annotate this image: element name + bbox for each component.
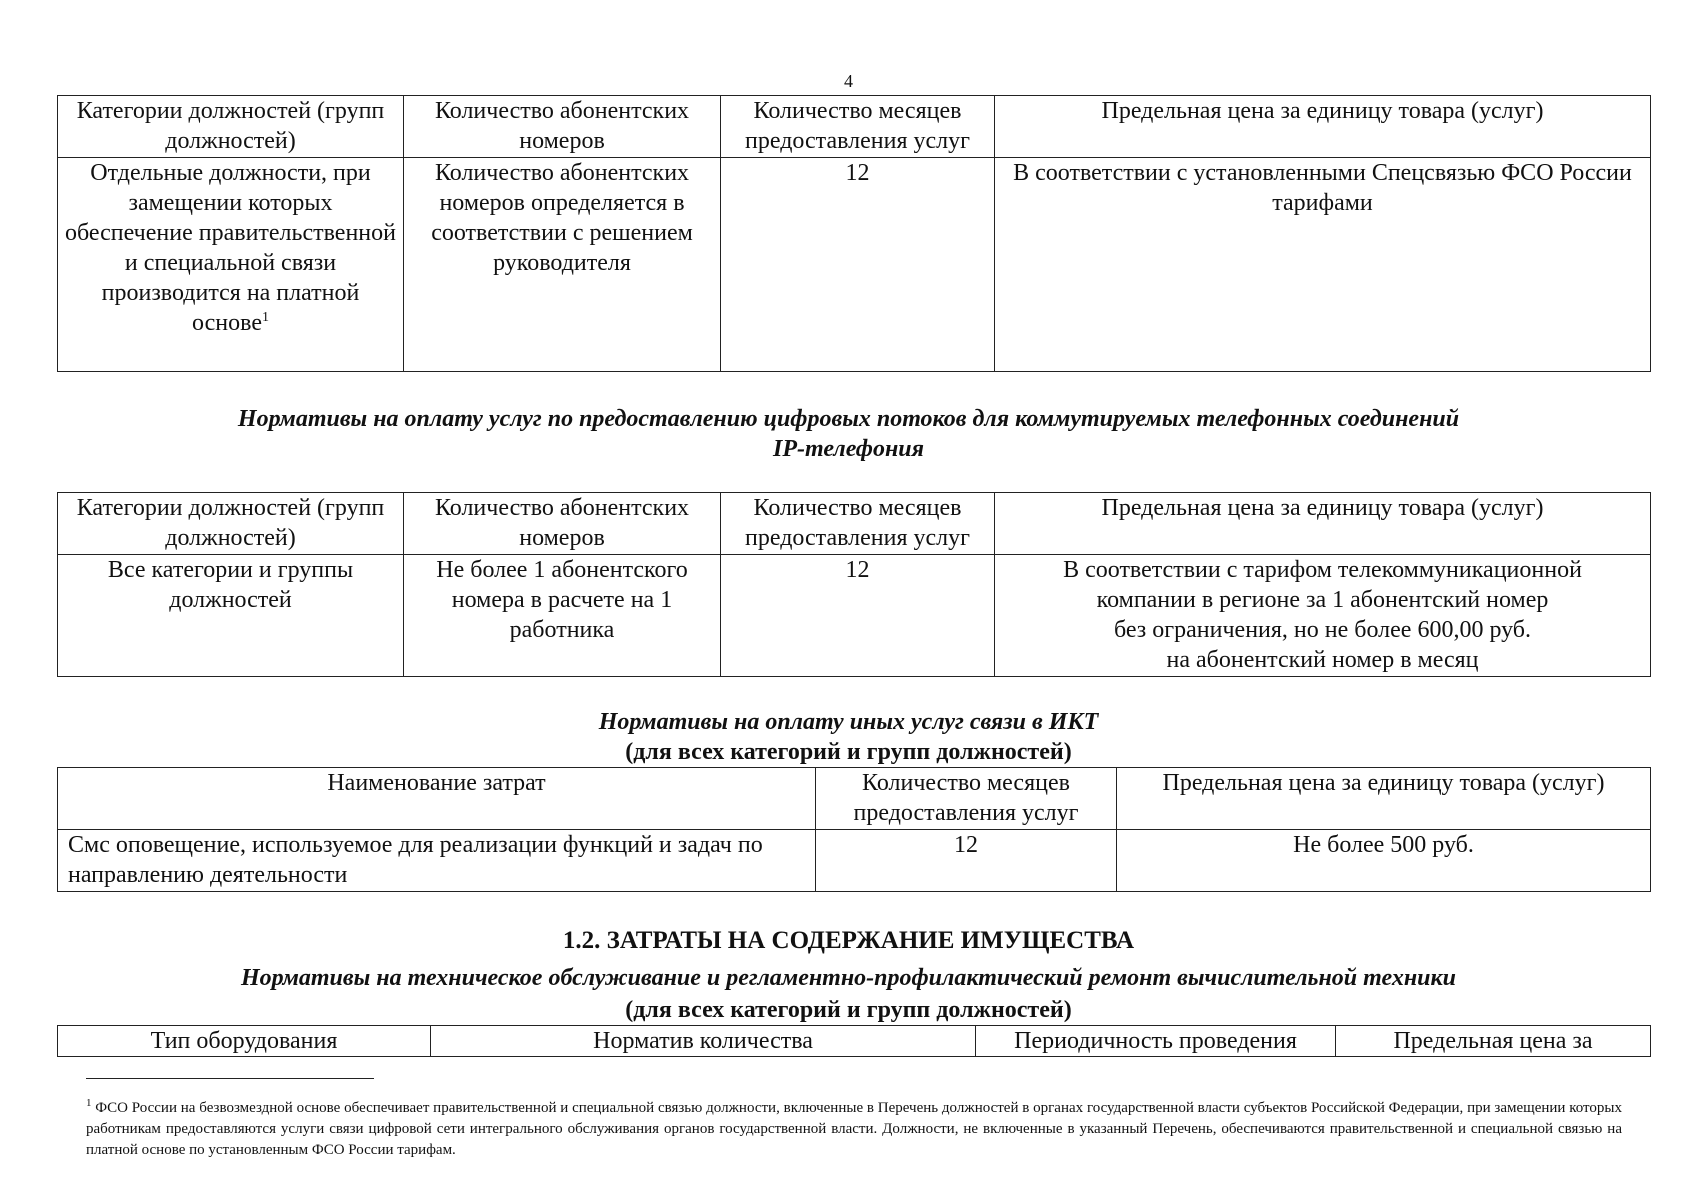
footnote-reference: 1 <box>261 310 269 325</box>
cell-price: В соответствии с установленными Спецсвязью ФСО России тарифами <box>995 158 1651 372</box>
table-header-row <box>58 768 1651 830</box>
header-quantity-norm: Норматив количества <box>431 1026 976 1057</box>
cell-category: Все категории и группы должностей <box>58 555 404 677</box>
table-ip-telephony <box>57 492 1651 677</box>
section-heading-ip-telephony: Нормативы на оплату услуг по предоставлению цифровых потоков для коммутируемых телефонных соединений <box>237 406 1460 432</box>
cell-category-text: Отдельные должности, при замещении которых обеспечение правительственной и специальной связи производится на платной основе <box>64 160 396 336</box>
header-position-categories: Категории должностей (групп должностей) <box>58 96 404 158</box>
cell-price-line: В соответствии с тарифом телекоммуникационной <box>1063 557 1582 583</box>
cell-months: 12 <box>721 158 995 372</box>
cell-price <box>995 555 1651 677</box>
footnote-separator <box>86 1078 374 1079</box>
table-other-ict-services <box>57 767 1651 892</box>
header-expense-name: Наименование затрат <box>58 768 816 830</box>
section-subheading-all-categories: (для всех категорий и групп должностей) <box>625 739 1072 765</box>
header-service-months: Количество месяцев предоставления услуг <box>816 768 1117 830</box>
header-equipment-type: Тип оборудования <box>58 1026 431 1057</box>
page-number: 4 <box>844 71 853 91</box>
cell-category <box>58 158 404 372</box>
table-computer-maintenance <box>57 1025 1651 1057</box>
cell-months: 12 <box>816 830 1117 892</box>
header-price-limit: Предельная цена за <box>1336 1026 1651 1057</box>
section-heading-ip-telephony-line2: IP-телефония <box>773 436 924 462</box>
cell-numbers: Не более 1 абонентского номера в расчете на 1 работника <box>404 555 721 677</box>
header-subscriber-numbers: Количество абонентских номеров <box>404 493 721 555</box>
header-price-limit: Предельная цена за единицу товара (услуг) <box>995 96 1651 158</box>
table-row <box>58 555 1651 677</box>
header-service-months: Количество месяцев предоставления услуг <box>721 96 995 158</box>
header-service-months: Количество месяцев предоставления услуг <box>721 493 995 555</box>
cell-price-line: компании в регионе за 1 абонентский номер <box>1096 587 1549 613</box>
table-header-row <box>58 96 1651 158</box>
header-position-categories: Категории должностей (групп должностей) <box>58 493 404 555</box>
cell-expense-name: Смс оповещение, используемое для реализации функций и задач по направлению деятельности <box>58 830 816 892</box>
table-row <box>58 158 1651 372</box>
cell-price: Не более 500 руб. <box>1117 830 1651 892</box>
table-paid-government-communication <box>57 95 1651 372</box>
cell-price-line: без ограничения, но не более 600,00 руб. <box>1113 617 1532 643</box>
header-price-limit: Предельная цена за единицу товара (услуг) <box>1117 768 1651 830</box>
footnote-text: ФСО России на безвозмездной основе обеспечивает правительственной и специальной связью должности, включенные в Перечень должностей в органах государственной власти субъектов Российской Федерации, при замещении которых работникам предоставляются услуги связи цифровой сети интегрального обслуживания органов государственной власти. Должности, не включенные в указанный Перечень, обеспечиваются правительственной и специальной связью на платной основе по установленным ФСО России тарифам. <box>86 1100 1622 1158</box>
footnote <box>86 1098 1622 1161</box>
section-subheading-all-categories: (для всех категорий и групп должностей) <box>625 997 1072 1023</box>
table-header-row <box>58 1026 1651 1057</box>
table-row <box>58 830 1651 892</box>
cell-months: 12 <box>721 555 995 677</box>
header-subscriber-numbers: Количество абонентских номеров <box>404 96 721 158</box>
section-heading-computer-maintenance: Нормативы на техническое обслуживание и регламентно-профилактический ремонт вычислительной техники <box>240 965 1457 991</box>
cell-price-line: на абонентский номер в месяц <box>1166 647 1479 673</box>
header-price-limit: Предельная цена за единицу товара (услуг) <box>995 493 1651 555</box>
table-header-row <box>58 493 1651 555</box>
footnote-mark: 1 <box>86 1097 92 1109</box>
section-title-property-maintenance: 1.2. ЗАТРАТЫ НА СОДЕРЖАНИЕ ИМУЩЕСТВА <box>562 927 1135 954</box>
header-periodicity: Периодичность проведения <box>976 1026 1336 1057</box>
cell-numbers: Количество абонентских номеров определяется в соответствии с решением руководителя <box>404 158 721 372</box>
section-heading-other-ict: Нормативы на оплату иных услуг связи в ИКТ <box>598 709 1099 735</box>
